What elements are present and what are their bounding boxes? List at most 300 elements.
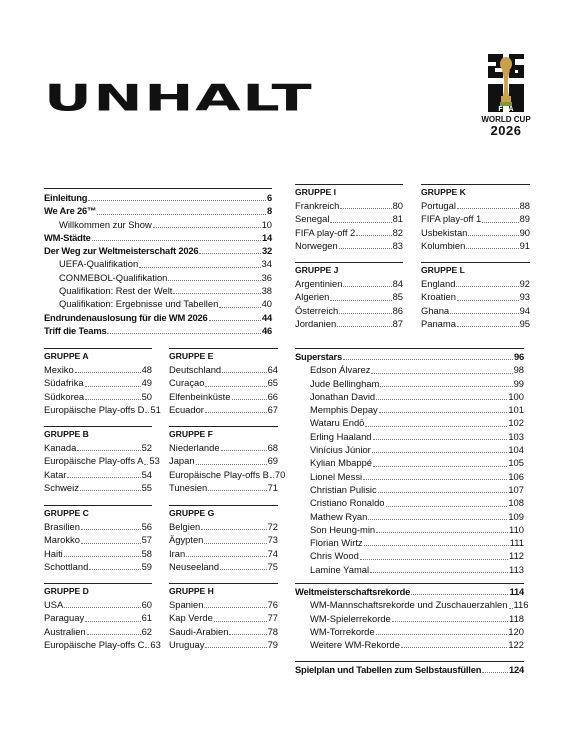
toc-entry-page: 86: [392, 304, 403, 316]
group-l: [421, 262, 530, 330]
toc-entry-page: 101: [508, 404, 524, 416]
toc-entry[interactable]: [295, 612, 524, 625]
toc-entry[interactable]: [169, 363, 278, 376]
toc-entry[interactable]: [421, 317, 530, 330]
toc-entry-label: Kap Verde: [169, 612, 213, 624]
toc-entry[interactable]: [295, 443, 524, 456]
toc-leader-dots: [343, 359, 513, 360]
toc-entry-label: Qualifikation: Rest der Welt: [59, 285, 173, 297]
toc-entry[interactable]: [44, 560, 152, 573]
toc-leader-dots: [270, 477, 274, 478]
toc-entry[interactable]: [421, 277, 530, 290]
toc-leader-dots: [81, 529, 141, 530]
group-a: [44, 348, 161, 416]
toc-entry-label: England: [421, 278, 456, 289]
toc-entry[interactable]: [295, 290, 403, 303]
toc-leader-dots: [97, 214, 266, 215]
toc-entry[interactable]: [44, 257, 272, 270]
toc-leader-dots: [482, 672, 508, 673]
toc-entry-label: Frankreich: [295, 200, 340, 211]
toc-entry[interactable]: [44, 231, 272, 244]
toc-entry-page: 61: [141, 612, 152, 624]
toc-entry[interactable]: [44, 297, 272, 310]
toc-entry-page: 108: [508, 497, 524, 509]
toc-entry-label: Algerien: [295, 291, 330, 303]
toc-entry-label: Usbekistan: [421, 226, 468, 238]
toc-entry[interactable]: [295, 496, 524, 509]
toc-entry-page: 69: [267, 455, 278, 467]
toc-entry[interactable]: [295, 523, 524, 536]
toc-leader-dots: [173, 293, 260, 294]
toc-leader-dots: [401, 647, 507, 648]
toc-entry-label: Memphis Depay: [310, 404, 378, 416]
toc-entry-page: 88: [519, 200, 530, 211]
toc-leader-dots: [145, 647, 149, 648]
toc-entry-page: 50: [141, 390, 152, 402]
toc-entry-label: Endrundenauslosung für die WM 2026: [44, 311, 208, 323]
toc-entry-page: 120: [508, 625, 524, 637]
toc-entry-label: Senegal: [295, 213, 330, 225]
toc-entry-page: 79: [267, 638, 278, 650]
toc-leader-dots: [81, 543, 141, 544]
toc-entry-page: 105: [508, 457, 524, 469]
toc-entry[interactable]: [169, 598, 278, 611]
toc-entry[interactable]: [295, 563, 524, 576]
toc-entry-page: 124: [508, 664, 524, 675]
toc-entry-page: 77: [267, 612, 278, 624]
toc-leader-dots: [379, 412, 508, 413]
toc-entry-page: 40: [261, 298, 272, 310]
toc-entry-page: 10: [261, 218, 272, 230]
toc-leader-dots: [372, 452, 508, 453]
toc-leader-dots: [214, 621, 267, 622]
toc-leader-dots: [373, 466, 507, 467]
toc-leader-dots: [145, 412, 149, 413]
group-j: [295, 262, 403, 330]
toc-leader-dots: [457, 208, 519, 209]
toc-entry[interactable]: [421, 304, 530, 317]
group-h: [169, 583, 278, 651]
toc-leader-dots: [144, 464, 148, 465]
toc-entry-label: Schottland: [44, 560, 89, 572]
toc-entry-page: 103: [508, 430, 524, 442]
toc-entry-page: 32: [261, 245, 272, 257]
toc-leader-dots: [339, 248, 392, 249]
toc-entry[interactable]: [44, 403, 161, 416]
toc-schedule: [295, 661, 524, 676]
toc-entry-label: Schweiz: [44, 481, 79, 493]
toc-leader-dots: [92, 240, 261, 241]
toc-entry-page: 92: [519, 278, 530, 289]
toc-leader-dots: [509, 608, 513, 609]
toc-entry[interactable]: [169, 376, 278, 389]
toc-entry-label: Jude Bellingham: [310, 377, 380, 389]
toc-entry[interactable]: [295, 377, 524, 390]
toc-leader-dots: [139, 267, 260, 268]
toc-entry-label: CONMEBOL-Qualifikation: [59, 271, 168, 283]
toc-entry[interactable]: [295, 363, 524, 376]
toc-entry-page: 90: [519, 226, 530, 238]
toc-entry[interactable]: [169, 403, 278, 416]
toc-leader-dots: [229, 634, 266, 635]
toc-entry-page: 75: [267, 560, 278, 572]
toc-leader-dots: [209, 320, 261, 321]
toc-leader-dots: [205, 647, 266, 648]
toc-entry[interactable]: [169, 441, 278, 454]
toc-entry-label: Triff die Teams: [44, 324, 107, 336]
toc-entry-label: Europäische Play-offs A: [44, 455, 144, 467]
group-i: [295, 184, 403, 252]
group-heading: GRUPPE G: [169, 508, 215, 518]
toc-entry-label: Europäische Play-offs C: [44, 638, 145, 650]
toc-entry-label: Einleitung: [44, 192, 88, 203]
toc-entry-label: FIFA play-off 2: [295, 226, 356, 238]
toc-entry[interactable]: [295, 510, 524, 523]
toc-entry-page: 118: [509, 612, 524, 624]
group-heading: GRUPPE K: [421, 187, 466, 197]
group-heading: GRUPPE I: [295, 187, 337, 197]
toc-entry[interactable]: [169, 520, 278, 533]
group-g: [169, 505, 278, 573]
page-title: UNHALT: [44, 77, 314, 119]
toc-entry[interactable]: [169, 533, 278, 546]
toc-entry-page: 51: [150, 403, 161, 415]
toc-entry[interactable]: [44, 598, 152, 611]
toc-main: [44, 188, 272, 337]
toc-entry-label: Kylian Mbappé: [310, 457, 373, 469]
toc-entry[interactable]: [295, 277, 403, 290]
toc-entry[interactable]: [44, 611, 152, 624]
toc-leader-dots: [392, 621, 508, 622]
toc-leader-dots: [365, 426, 507, 427]
toc-entry-page: 58: [141, 547, 152, 559]
toc-entry-label: Ecuador: [169, 403, 204, 415]
toc-entry[interactable]: [295, 226, 403, 239]
toc-records: [295, 583, 529, 651]
toc-entry-page: 102: [508, 417, 524, 429]
group-heading: GRUPPE B: [44, 429, 89, 439]
toc-entry-page: 95: [519, 317, 530, 329]
toc-entry-label: Belgien: [169, 521, 201, 532]
toc-entry[interactable]: [44, 638, 161, 651]
toc-entry[interactable]: [169, 547, 278, 560]
toc-entry-label: Panama: [421, 317, 456, 329]
toc-entry-label: Niederlande: [169, 442, 220, 453]
toc-entry-page: 76: [267, 599, 278, 610]
group-c: [44, 505, 152, 573]
group-e: [169, 348, 278, 416]
toc-entry-label: Neuseeland: [169, 560, 220, 572]
toc-entry[interactable]: [295, 625, 524, 638]
toc-entry[interactable]: [169, 481, 278, 494]
toc-entry[interactable]: [44, 390, 152, 403]
toc-leader-dots: [75, 372, 141, 373]
logo-line2: 2026: [490, 123, 522, 138]
toc-entry-page: 65: [267, 377, 278, 389]
toc-entry-page: 87: [392, 317, 403, 329]
toc-entry-label: Ägypten: [169, 534, 204, 546]
toc-entry-page: 70: [274, 468, 286, 480]
toc-entry-label: Uruguay: [169, 638, 205, 650]
toc-leader-dots: [205, 386, 266, 387]
toc-leader-dots: [363, 479, 507, 480]
toc-leader-dots: [232, 399, 267, 400]
toc-entry[interactable]: [421, 199, 530, 212]
toc-leader-dots: [77, 450, 140, 451]
toc-entry[interactable]: [169, 638, 278, 651]
toc-entry-page: 73: [267, 534, 278, 546]
toc-entry-page: 110: [509, 523, 524, 535]
toc-entry-label: Norwegen: [295, 239, 338, 251]
toc-entry-page: 81: [392, 213, 403, 225]
toc-leader-dots: [80, 490, 141, 491]
toc-leader-dots: [373, 439, 508, 440]
toc-entry-label: Tunesien: [169, 481, 208, 493]
toc-entry[interactable]: [295, 350, 524, 363]
toc-entry-label: Vinícius Júnior: [310, 444, 371, 456]
toc-entry-label: Europäische Play-offs D: [44, 403, 145, 415]
toc-entry-label: Katar: [44, 468, 67, 480]
toc-entry-label: Son Heung-min: [310, 523, 376, 535]
toc-leader-dots: [89, 569, 140, 570]
toc-entry[interactable]: [295, 549, 524, 562]
toc-leader-dots: [219, 307, 260, 308]
toc-entry[interactable]: [295, 403, 524, 416]
toc-entry-label: Jonathan David: [310, 390, 376, 402]
toc-leader-dots: [340, 208, 391, 209]
toc-leader-dots: [386, 506, 508, 507]
toc-entry-page: 54: [141, 468, 152, 480]
toc-entry[interactable]: [44, 441, 152, 454]
toc-entry[interactable]: [44, 244, 272, 257]
toc-leader-dots: [368, 519, 507, 520]
toc-leader-dots: [153, 227, 261, 228]
toc-entry-label: Haiti: [44, 547, 63, 559]
toc-entry-label: Florian Wirtz: [310, 537, 363, 549]
toc-entry-page: 72: [267, 521, 278, 532]
toc-leader-dots: [376, 532, 508, 533]
group-heading: GRUPPE A: [44, 351, 89, 361]
toc-leader-dots: [339, 313, 391, 314]
toc-leader-dots: [370, 572, 508, 573]
toc-entry[interactable]: [295, 212, 403, 225]
group-heading: GRUPPE F: [169, 429, 213, 439]
toc-entry[interactable]: [44, 481, 152, 494]
toc-entry-label: We Are 26™: [44, 205, 97, 217]
toc-entry[interactable]: [44, 520, 152, 533]
toc-entry[interactable]: [44, 468, 152, 481]
toc-leader-dots: [205, 412, 267, 413]
toc-entry[interactable]: [295, 199, 403, 212]
toc-entry-label: Kolumbien: [421, 239, 466, 251]
toc-leader-dots: [85, 621, 140, 622]
toc-entry[interactable]: [44, 311, 272, 324]
toc-leader-dots: [450, 313, 518, 314]
toc-entry-page: 91: [519, 239, 530, 251]
toc-entry-label: Mathew Ryan: [310, 510, 368, 522]
toc-entry-page: 80: [392, 200, 403, 211]
toc-entry[interactable]: [295, 536, 524, 549]
toc-leader-dots: [67, 477, 140, 478]
group-heading: GRUPPE D: [44, 586, 89, 596]
toc-entry-page: 68: [267, 442, 278, 453]
toc-leader-dots: [85, 386, 141, 387]
toc-entry-page: 94: [519, 304, 530, 316]
toc-entry[interactable]: [44, 625, 152, 638]
toc-leader-dots: [204, 607, 266, 608]
toc-entry-label: WM-Mannschaftsrekorde und Zuschauerzahlen: [310, 599, 508, 611]
toc-entry-label: WM-Städte: [44, 231, 91, 243]
toc-leader-dots: [196, 464, 267, 465]
toc-entry-label: Jordanien: [295, 317, 337, 329]
toc-entry[interactable]: [44, 271, 272, 284]
toc-entry-label: Erling Haaland: [310, 430, 372, 442]
toc-entry-page: 74: [267, 547, 278, 559]
toc-entry-page: 84: [392, 278, 403, 289]
toc-entry-label: Paraguay: [44, 612, 85, 624]
toc-entry-page: 114: [509, 586, 524, 597]
toc-entry[interactable]: [169, 454, 278, 467]
fifa-wordmark: FIFA: [498, 106, 514, 113]
toc-entry-page: 48: [141, 364, 152, 375]
toc-entry[interactable]: [295, 483, 524, 496]
group-b: [44, 426, 160, 494]
toc-entry[interactable]: [169, 625, 278, 638]
toc-entry-label: Marokko: [44, 534, 80, 546]
toc-entry-label: Superstars: [295, 351, 342, 362]
toc-leader-dots: [88, 200, 266, 201]
toc-entry-page: 122: [508, 639, 524, 651]
toc-entry[interactable]: [44, 376, 152, 389]
toc-entry-page: 46: [261, 324, 272, 336]
toc-entry-label: Südafrika: [44, 377, 84, 389]
toc-entry[interactable]: [44, 218, 272, 231]
toc-entry[interactable]: [44, 324, 272, 337]
toc-entry-label: Cristiano Ronaldo: [310, 497, 385, 509]
toc-entry-page: 113: [509, 563, 524, 575]
toc-entry-page: 93: [519, 291, 530, 303]
toc-entry-label: Curaçao: [169, 377, 205, 389]
toc-entry[interactable]: [169, 390, 278, 403]
group-f: [169, 426, 286, 494]
toc-entry[interactable]: [44, 204, 272, 217]
toc-entry-page: 100: [508, 390, 524, 402]
toc-entry-page: 66: [267, 390, 278, 402]
toc-entry-page: 59: [141, 560, 152, 572]
toc-entry-page: 104: [508, 444, 524, 456]
toc-entry[interactable]: [421, 226, 530, 239]
toc-entry-page: 56: [141, 521, 152, 532]
toc-entry[interactable]: [169, 468, 286, 481]
toc-entry-page: 62: [141, 625, 152, 637]
toc-entry-label: Chris Wood: [310, 550, 359, 562]
toc-entry[interactable]: [295, 470, 524, 483]
toc-entry-label: Argentinien: [295, 278, 343, 289]
toc-entry-page: 83: [392, 239, 403, 251]
toc-leader-dots: [64, 607, 140, 608]
toc-leader-dots: [356, 235, 391, 236]
toc-leader-dots: [378, 492, 508, 493]
toc-entry[interactable]: [295, 598, 529, 611]
world-cup-logo: [478, 50, 534, 140]
toc-entry[interactable]: [44, 284, 272, 297]
toc-leader-dots: [376, 634, 508, 635]
toc-entry-page: 96: [513, 351, 524, 362]
toc-entry[interactable]: [169, 611, 278, 624]
toc-superstars: [295, 348, 524, 576]
toc-entry-page: 8: [266, 205, 272, 217]
toc-entry-label: Mexiko: [44, 364, 74, 375]
toc-entry-label: Weitere WM-Rekorde: [310, 639, 400, 651]
toc-leader-dots: [457, 300, 519, 301]
toc-entry[interactable]: [421, 290, 530, 303]
toc-entry[interactable]: [295, 456, 524, 469]
toc-entry[interactable]: [295, 304, 403, 317]
toc-leader-dots: [220, 569, 267, 570]
toc-leader-dots: [221, 450, 267, 451]
toc-entry-page: 64: [267, 364, 278, 375]
toc-entry-page: 71: [267, 481, 278, 493]
toc-leader-dots: [360, 559, 508, 560]
toc-entry[interactable]: [421, 212, 530, 225]
toc-entry-page: 63: [150, 638, 161, 650]
toc-entry-page: 53: [149, 455, 160, 467]
toc-entry-page: 78: [267, 625, 278, 637]
toc-entry-page: 34: [261, 258, 272, 270]
toc-leader-dots: [330, 222, 391, 223]
toc-entry[interactable]: [44, 191, 272, 204]
toc-entry-page: 6: [266, 192, 272, 203]
toc-entry-page: 67: [267, 403, 278, 415]
toc-entry-label: Spielplan und Tabellen zum Selbstausfüllen: [295, 664, 482, 675]
toc-entry-label: Südkorea: [44, 390, 85, 402]
group-heading: GRUPPE J: [295, 265, 339, 275]
toc-entry[interactable]: [44, 533, 152, 546]
toc-entry[interactable]: [295, 239, 403, 252]
toc-entry-page: 111: [509, 537, 524, 549]
toc-entry[interactable]: [295, 663, 524, 676]
toc-entry-label: WM-Spielerrekorde: [310, 612, 391, 624]
toc-entry[interactable]: [295, 390, 524, 403]
toc-entry[interactable]: [295, 416, 524, 429]
toc-entry-label: Elfenbeinküste: [169, 390, 231, 402]
toc-entry[interactable]: [44, 547, 152, 560]
toc-leader-dots: [204, 543, 266, 544]
toc-entry[interactable]: [295, 430, 524, 443]
toc-entry[interactable]: [44, 454, 160, 467]
toc-leader-dots: [411, 594, 508, 595]
toc-entry-page: 99: [513, 377, 524, 389]
toc-leader-dots: [343, 286, 391, 287]
toc-entry[interactable]: [295, 585, 524, 598]
toc-entry-page: 44: [261, 311, 272, 323]
toc-leader-dots: [456, 286, 518, 287]
toc-entry-label: Iran: [169, 547, 186, 559]
trophy-26-icon: [484, 50, 528, 114]
toc-leader-dots: [457, 326, 519, 327]
toc-entry-label: Australien: [44, 625, 86, 637]
toc-entry[interactable]: [421, 239, 530, 252]
toc-leader-dots: [168, 280, 260, 281]
toc-entry[interactable]: [295, 638, 524, 651]
toc-leader-dots: [222, 372, 266, 373]
toc-entry[interactable]: [295, 317, 403, 330]
toc-leader-dots: [107, 333, 261, 334]
toc-entry[interactable]: [169, 560, 278, 573]
toc-leader-dots: [337, 326, 391, 327]
toc-entry-page: 116: [513, 599, 529, 611]
toc-entry[interactable]: [44, 363, 152, 376]
